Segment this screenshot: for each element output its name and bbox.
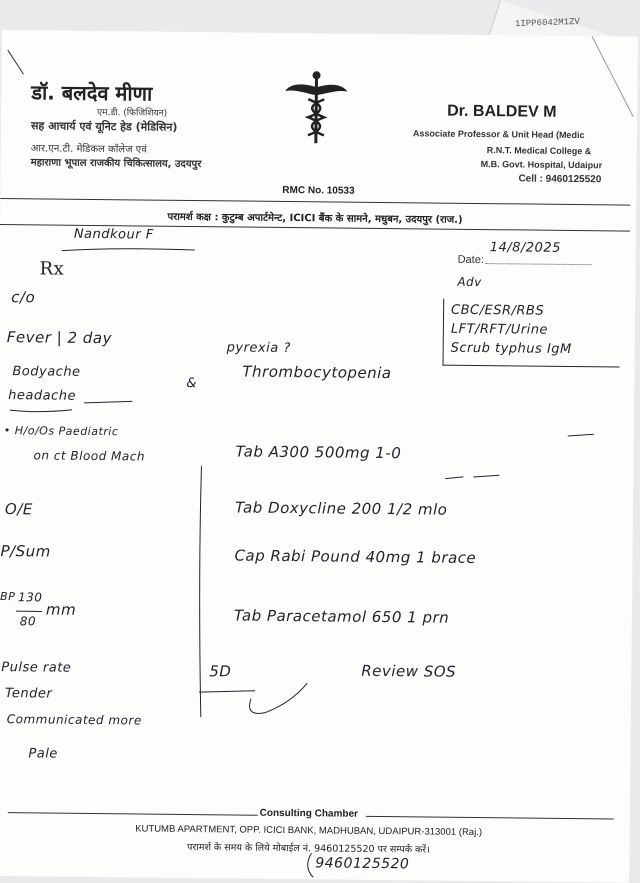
footer-title: Consulting Chamber [0,805,624,823]
bp-diastolic: 80 [20,614,36,628]
medicine-2: Tab Doxycline 200 1/2 mlo [235,498,448,518]
complaints-label: c/o [11,288,35,306]
test-1: CBC/ESR/RBS [451,303,544,319]
exam-label: O/E [5,500,33,518]
hospital-english: M.B. Govt. Hospital, Udaipur [481,159,603,170]
medicine-3: Cap Rabi Pound 40mg 1 brace [234,546,476,567]
header-rule-top [0,198,630,206]
rmc-number: RMC No. 10533 [282,185,354,197]
college-hindi: आर.एन.टी. मेडिकल कॉलेज एवं [31,140,147,155]
diagnosis-thrombocytopenia: Thrombocytopenia [242,363,391,383]
review-note: Review SOS [361,662,456,681]
consult-room-address: परामर्श कक्ष : कुटुम्ब अपार्टमेन्ट, ICICI बैंक के सामने, मधुबन, उदयपुर (राज.) [0,207,630,228]
date-dotted-line [486,263,592,265]
ampersand: & [186,376,197,391]
diagnosis-pyrexia: pyrexia ? [227,340,291,356]
note-4: Pale [28,746,58,761]
signature-stroke [195,672,316,723]
bp-unit: mm [46,600,76,618]
bp-label: BP [0,590,15,603]
hospital-hindi: महाराणा भूपाल राजकीय चिकित्सालय, उदयपुर [31,154,202,170]
symptom-headache: headache [8,388,76,404]
symptom-fever: Fever | 2 day [7,328,112,347]
doctor-name-hindi: डॉ. बलदेव मीणा [31,78,152,106]
history-line-1: • H/o/Os Paediatric [4,424,119,438]
college-english: R.N.T. Medical College & [487,145,592,156]
history-line-2: on ct Blood Mach [33,448,145,463]
advice-label: Adv [457,275,482,289]
bp-systolic: 130 [18,590,43,604]
footer-address: KUTUMB APARTMENT, OPP. ICICI BANK, MADHUBAN, UDAIPUR-313001 (Raj.) [0,822,624,840]
exam-pulse: P/Sum [0,542,50,561]
note-3: Communicated more [7,712,142,727]
prescription-sheet [0,30,638,883]
test-2: LFT/RFT/Urine [451,322,548,338]
footer-phone-line: परामर्श के समय के लिये मोबाईल नं. 9460125520 पर सम्पर्क करें। [0,838,624,858]
date-value: 14/8/2025 [490,240,561,256]
doctor-name-english: Dr. BALDEV M [447,103,557,122]
date-label: Date: [458,254,484,266]
cell-number: Cell : 9460125520 [518,173,601,185]
medicine-1: Tab A300 500mg 1-0 [236,442,402,462]
doctor-title-english: Associate Professor & Unit Head (Medic [413,128,585,140]
doctor-title-hindi: सह आचार्य एवं यूनिट हेड (मेडिसिन) [31,118,178,135]
followup-days: 5D [209,662,231,680]
test-3: Scrub typhus IgM [451,341,572,357]
symptom-bodyache: Bodyache [12,364,80,380]
underlying-sheet-text: 1IPP6042M1ZV [515,17,580,29]
footer-handwritten-number: 9460125520 [315,855,409,872]
caduceus-icon [281,69,352,150]
medicine-4: Tab Paracetamol 650 1 prn [234,606,450,626]
rx-symbol: Rx [39,258,64,279]
patient-name: Nandkour F [74,227,154,243]
doctor-degree-hindi: एम.डी. (फिजिशियन) [97,105,167,119]
note-1: Pulse rate [1,660,71,676]
note-2: Tender [5,686,52,701]
